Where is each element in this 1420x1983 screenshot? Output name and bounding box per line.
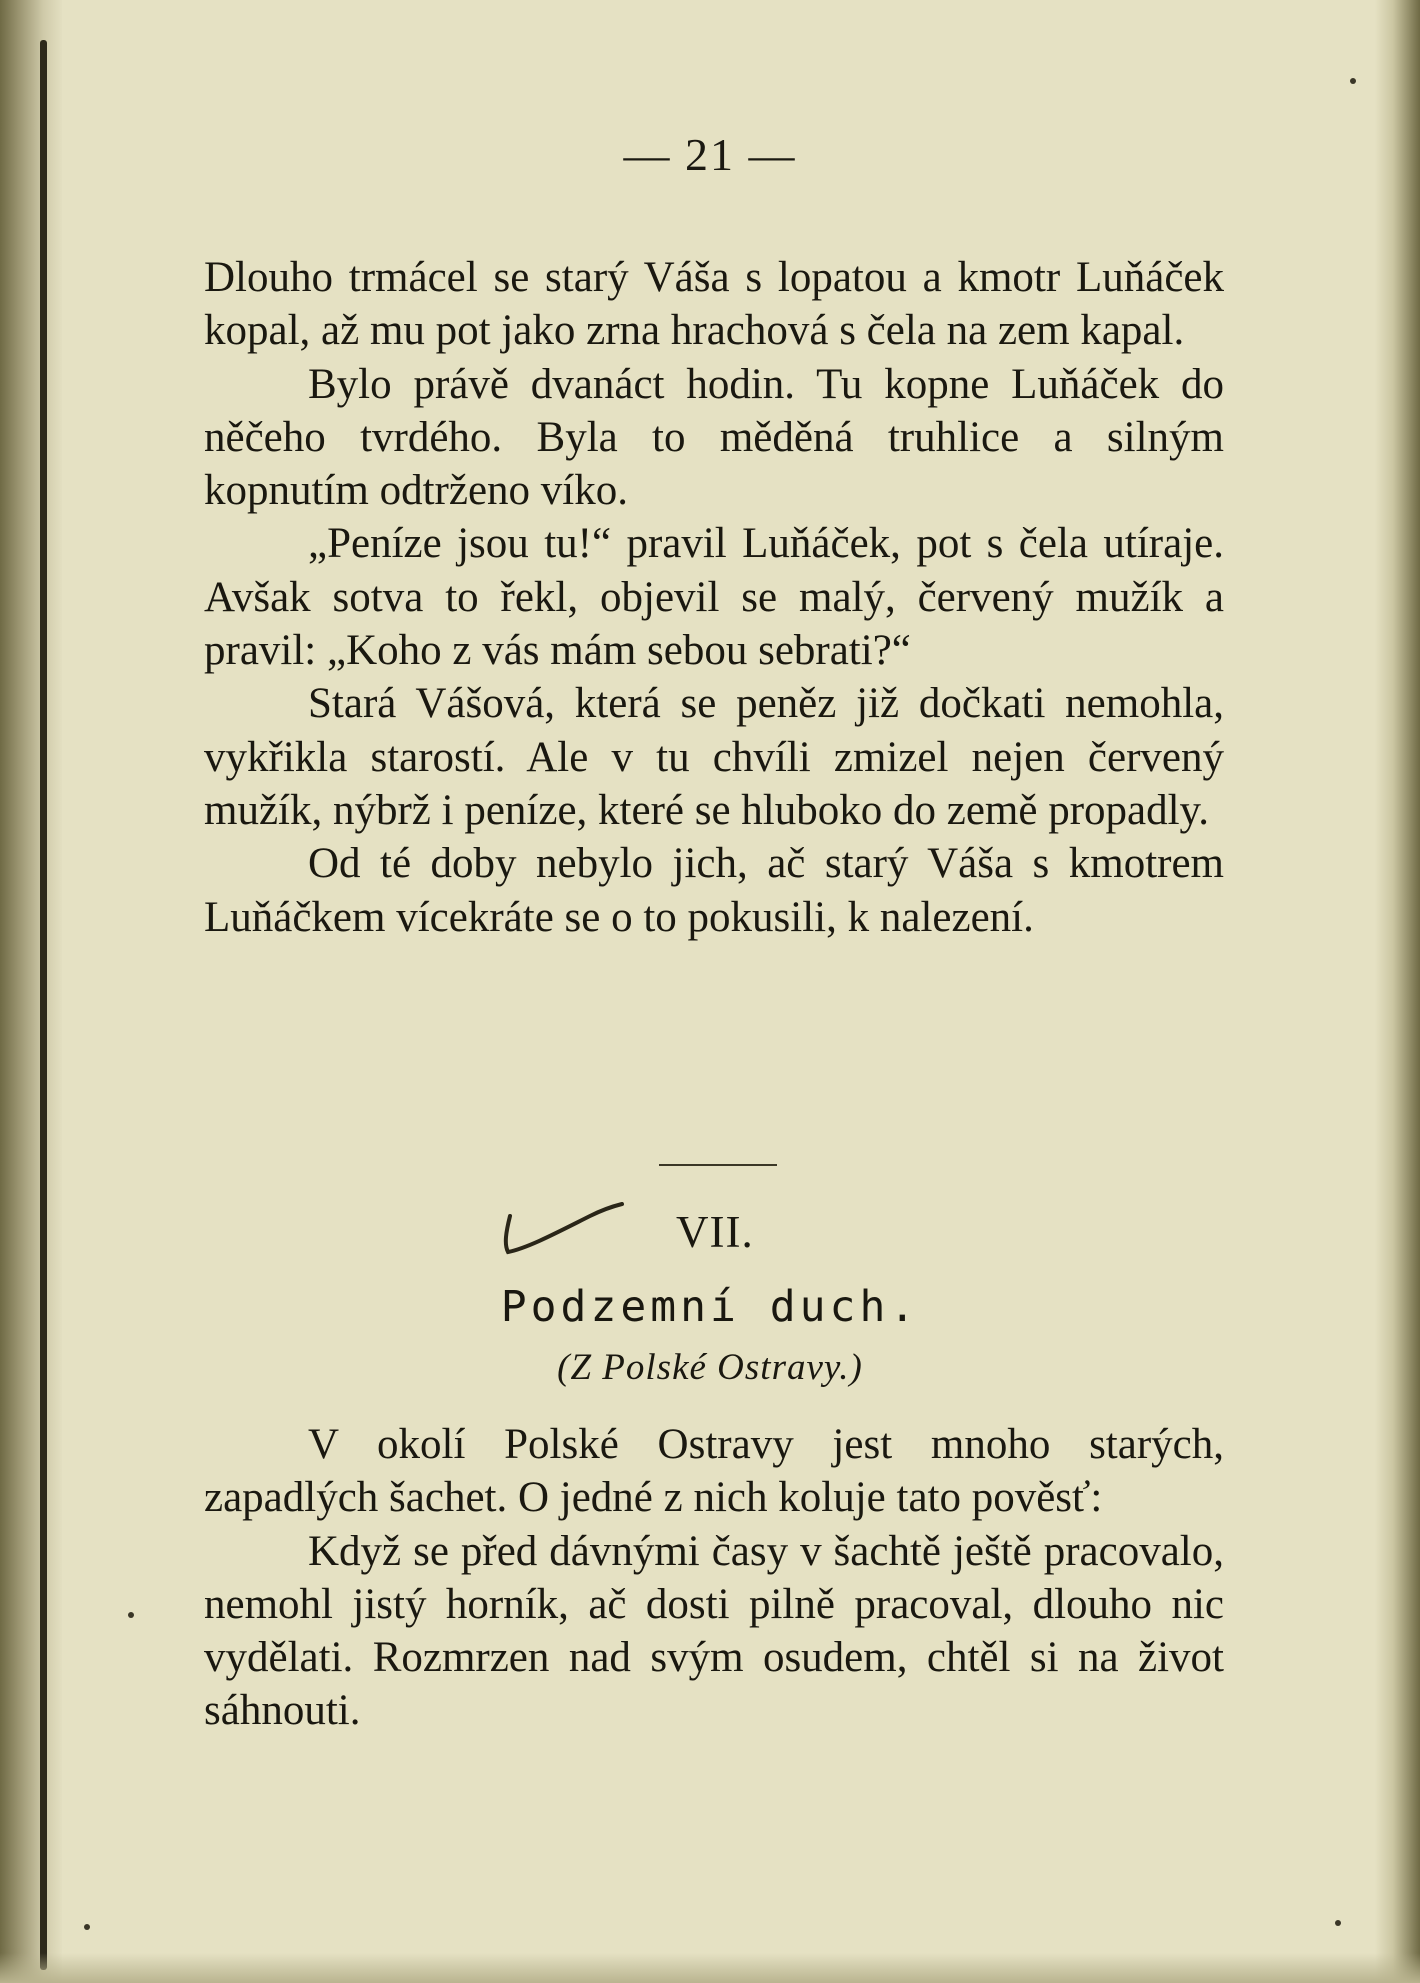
paragraph: V okolí Polské Ostravy jest mnoho starých, zapadlých šachet. O jedné z nich koluje tato pověsť: (204, 1421, 1224, 1522)
page-edge-shadow (1375, 0, 1420, 1983)
page-bottom-shadow (0, 1953, 1420, 1983)
paper-speck (84, 1924, 90, 1930)
chapter-number: VII. (676, 1207, 754, 1257)
text-block-story-end (204, 251, 1224, 944)
text-block-chapter-start (204, 1418, 1224, 1738)
paper-speck (1350, 78, 1356, 84)
paragraph: Od té doby nebylo jich, ač starý Váša s kmotrem Luňáčkem vícekráte se o to pokusili, k nalezení. (204, 840, 1224, 941)
chapter-title: Podzemní duch. (500, 1282, 920, 1332)
handwritten-check-mark-icon (498, 1202, 648, 1262)
page-binding-line (40, 40, 47, 1970)
chapter-source: (Z Polské Ostravy.) (557, 1347, 863, 1388)
paragraph: Stará Vášová, která se peněz již dočkati nemohla, vykřikla starostí. Ale v tu chvíli zmizel nejen červený mužík, nýbrž i peníze, které se hluboko do země propadly. (204, 680, 1224, 834)
paragraph: Dlouho trmácel se starý Váša s lopatou a kmotr Luňáček kopal, až mu pot jako zrna hrachová s čela na zem kapal. (204, 254, 1224, 355)
paragraph: „Peníze jsou tu!“ pravil Luňáček, pot s čela utíraje. Avšak sotva to řekl, objevil se malý, červený mužík a pravil: „Koho z vás mám sebou sebrati?“ (204, 520, 1224, 675)
page-binding-shadow (0, 0, 62, 1983)
paper-speck (1335, 1920, 1341, 1926)
page-number: — 21 — (623, 129, 797, 180)
paragraph: Když se před dávnými časy v šachtě ještě pracovalo, nemohl jistý horník, ač dosti pilně pracoval, dlouho nic vydělati. Rozmrzen nad svým osudem, chtěl si na život sáhnouti. (204, 1527, 1224, 1735)
paper-speck (128, 1612, 134, 1618)
section-divider (659, 1164, 777, 1166)
paragraph: Bylo právě dvanáct hodin. Tu kopne Luňáček do něčeho tvrdého. Byla to měděná truhlice a silným kopnutím odtrženo víko. (204, 360, 1224, 515)
